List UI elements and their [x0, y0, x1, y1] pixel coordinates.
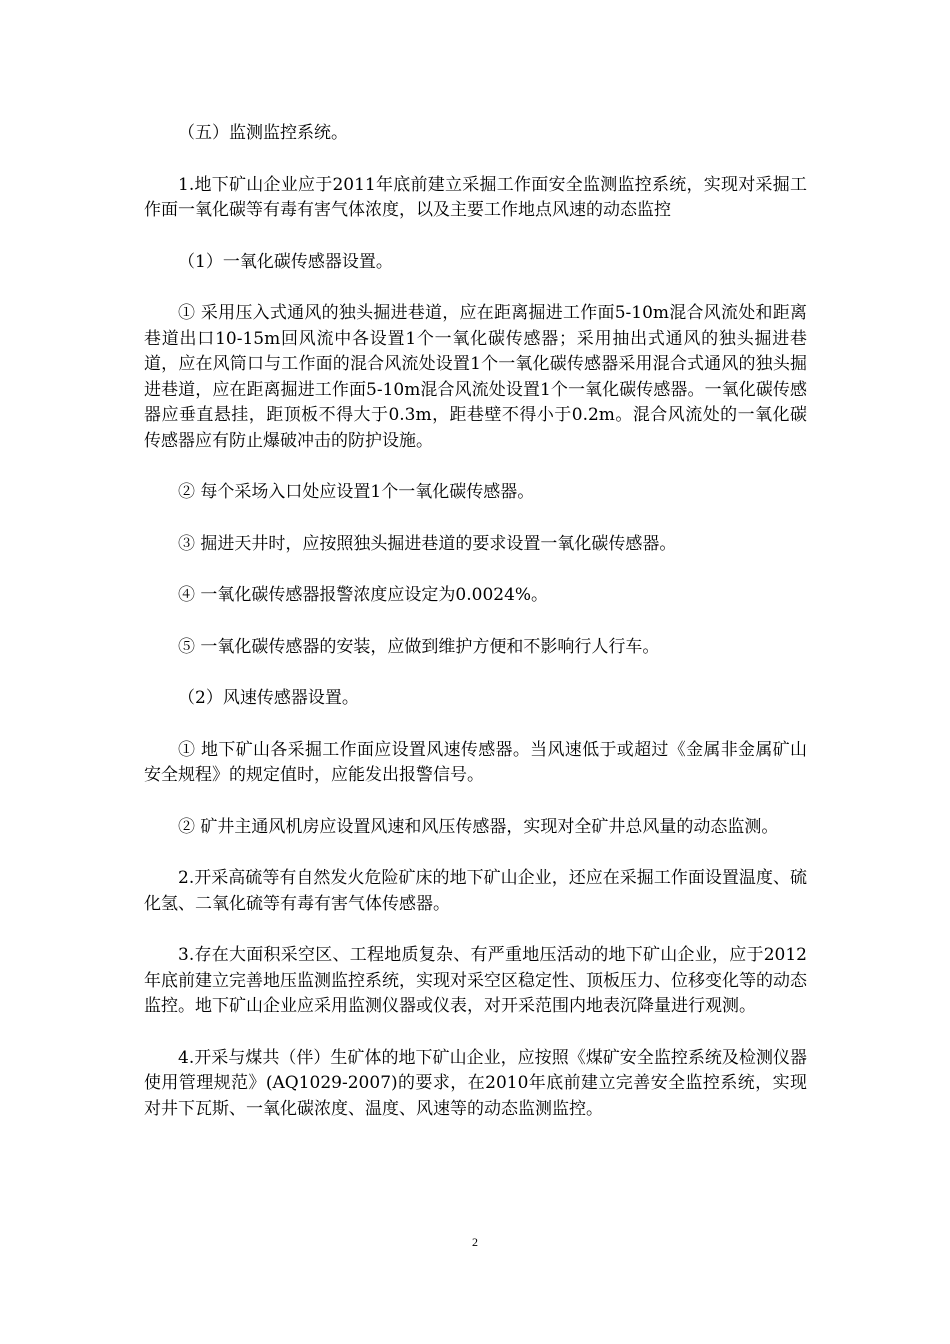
paragraph: ① 采用压入式通风的独头掘进巷道，应在距离掘进工作面5-10m混合风流处和距离巷道出口10-15m回风流中各设置1个一氧化碳传感器；采用抽出式通风的独头掘进巷道，应在风筒口与工作面的混合风流处设置1个一氧化碳传感器采用混合式通风的独头掘进巷道，应在距离掘进工作面5-10m混合风流处设置1个一氧化碳传感器。一氧化碳传感器应垂直悬挂，距顶板不得大于0.3m，距巷壁不得小于0.2m。混合风流处的一氧化碳传感器应有防止爆破冲击的防护设施。: [144, 303, 807, 451]
paragraph: 4.开采与煤共（伴）生矿体的地下矿山企业，应按照《煤矿安全监控系统及检测仪器使用管理规范》(AQ1029-2007)的要求，在2010年底前建立完善安全监控系统，实现对井下瓦斯、一氧化碳浓度、温度、风速等的动态监测监控。: [144, 1047, 807, 1119]
paragraph: ④ 一氧化碳传感器报警浓度应设定为0.0024%。: [178, 585, 549, 605]
paragraph: 3.存在大面积采空区、工程地质复杂、有严重地压活动的地下矿山企业，应于2012年底前建立完善地压监测监控系统，实现对采空区稳定性、顶板压力、位移变化等的动态监控。地下矿山企业应采用监测仪器或仪表，对开采范围内地表沉降量进行观测。: [144, 945, 807, 1016]
paragraph: ② 每个采场入口处应设置1个一氧化碳传感器。: [178, 482, 535, 502]
section-heading: （五）监测监控系统。: [178, 123, 348, 143]
paragraph: 1.地下矿山企业应于2011年底前建立采掘工作面安全监测监控系统，实现对采掘工作面一氧化碳等有毒有害气体浓度，以及主要工作地点风速的动态监控: [144, 174, 807, 220]
paragraph: ② 矿井主通风机房应设置风速和风压传感器，实现对全矿井总风量的动态监测。: [178, 816, 779, 837]
paragraph: ① 地下矿山各采掘工作面应设置风速传感器。当风速低于或超过《金属非金属矿山安全规程》的规定值时，应能发出报警信号。: [144, 739, 807, 785]
subsection-heading: （1）一氧化碳传感器设置。: [178, 251, 393, 272]
subsection-heading: （2）风速传感器设置。: [178, 688, 359, 708]
page-number: 2: [472, 1235, 478, 1249]
document-body: [144, 121, 807, 1148]
paragraph: ③ 掘进天井时，应按照独头掘进巷道的要求设置一氧化碳传感器。: [178, 533, 677, 554]
paragraph: 2.开采高硫等有自然发火危险矿床的地下矿山企业，还应在采掘工作面设置温度、硫化氢、二氧化硫等有毒有害气体传感器。: [144, 868, 807, 914]
paragraph: ⑤ 一氧化碳传感器的安装，应做到维护方便和不影响行人行车。: [178, 636, 660, 657]
